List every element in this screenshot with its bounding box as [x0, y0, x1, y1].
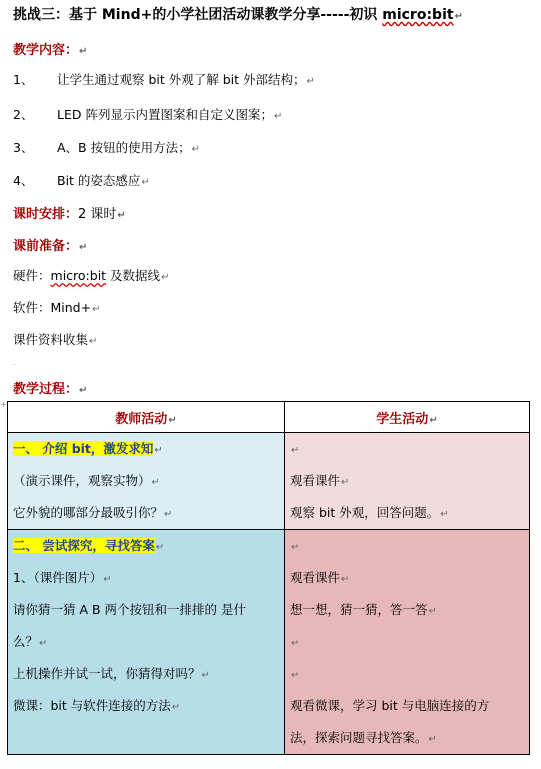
hardware-device: micro:bit — [50, 268, 107, 283]
title-main: 挑战三：基于 Mind+的小学社团活动课教学分享-----初识 — [13, 7, 383, 23]
title-microbit: micro:bit — [382, 7, 454, 23]
section2-student-line: 法，探索问题寻找答案。↵ — [290, 730, 437, 745]
section1-teacher-cell: 一、 介绍 bit，激发求知↵ （演示课件，观察实物）↵ 它外貌的哪部分最吸引你？↵ — [8, 433, 285, 530]
section1-teacher-line: （演示课件，观察实物）↵ — [13, 473, 160, 488]
section1-student-line: 观看课件↵ — [290, 473, 350, 488]
header-student-activity: 学生活动↵ — [285, 402, 530, 433]
section2-student-line: 观看微课，学习 bit 与电脑连接的方 — [290, 698, 490, 713]
section2-teacher-line: 么？↵ — [13, 634, 48, 649]
prep-heading: 课前准备：↵ — [13, 239, 88, 254]
section2-teacher-cell: 二、 尝试探究，寻找答案↵ 1、（课件图片）↵ 请你猜一猜 A B 两个按钮和一排排的 是什 么？↵ 上机操作并试一试，你猜得对吗？↵ 微课：bit 与软件连接的方法↵ — [8, 530, 285, 755]
section2-teacher-line: 请你猜一猜 A B 两个按钮和一排排的 是什 — [13, 602, 247, 617]
section2-student-line: 想一想，猜一猜，答一答↵ — [290, 602, 437, 617]
section2-student-cell: ↵ 观看课件↵ 想一想，猜一猜，答一答↵ ↵ ↵ 观看微课，学习 bit 与电脑连接的方 法，探索问题寻找答案。↵ — [285, 530, 530, 755]
section2-teacher-line: 上机操作并试一试，你猜得对吗？↵ — [13, 666, 210, 681]
section1-student-cell: ↵ 观看课件↵ 观察 bit 外观，回答问题。↵ — [285, 433, 530, 530]
section2-teacher-line: 1、（课件图片）↵ — [13, 570, 112, 585]
table-anchor-mark: + — [0, 400, 7, 409]
content-item-3: 3、 A、B 按钮的使用方法；↵ — [13, 140, 200, 155]
header-teacher-activity: 教师活动↵ — [8, 402, 285, 433]
content-item-4: 4、 Bit 的姿态感应↵ — [13, 173, 150, 188]
section2-teacher-line: 微课：bit 与软件连接的方法↵ — [13, 698, 181, 713]
process-heading: 教学过程：↵ — [13, 382, 88, 397]
document-title: 挑战三：基于 Mind+的小学社团活动课教学分享-----初识 micro:bit↵ — [13, 7, 463, 23]
section1-student-line: 观察 bit 外观，回答问题。↵ — [290, 505, 449, 520]
content-item-1: 1、 让学生通过观察 bit 外观了解 bit 外部结构；↵ — [13, 72, 315, 87]
section2-title: 二、 尝试探究，寻找答案 — [13, 538, 155, 553]
prep-material: 课件资料收集↵ — [13, 332, 98, 347]
section1-title: 一、 介绍 bit，激发求知 — [13, 441, 154, 456]
content-item-2: 2、 LED 阵列显示内置图案和自定义图案；↵ — [13, 107, 283, 122]
empty-paragraph-mark: . — [13, 359, 16, 367]
schedule-line: 课时安排：2 课时↵ — [13, 207, 126, 222]
prep-hardware: 硬件：micro:bit 及数据线↵ — [13, 268, 170, 283]
prep-software: 软件：Mind+↵ — [13, 300, 101, 315]
section2-student-line: 观看课件↵ — [290, 570, 350, 585]
content-heading: 教学内容：↵ — [13, 43, 88, 58]
section1-teacher-line: 它外貌的哪部分最吸引你？↵ — [13, 505, 173, 520]
lesson-plan-table — [7, 401, 530, 755]
